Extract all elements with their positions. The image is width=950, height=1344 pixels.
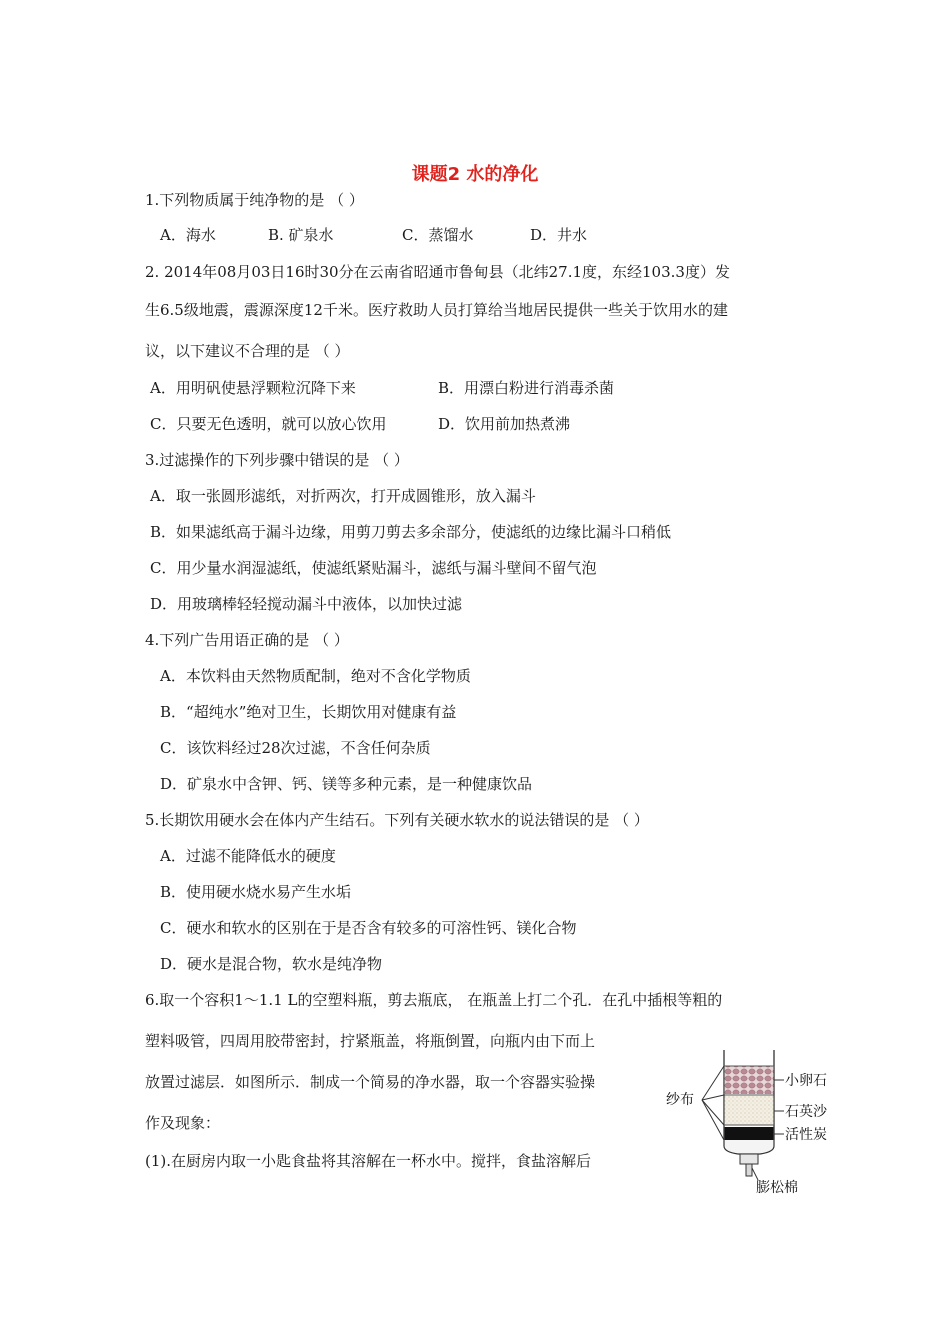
water-purifier-figure (660, 1040, 860, 1210)
q1-stem: 1.下列物质属于纯净物的是 （ ） (145, 191, 364, 209)
q2-option-b: B．用漂白粉进行消毒杀菌 (438, 379, 615, 397)
q6-line4: 作及现象： (145, 1114, 221, 1132)
q6-line5: (1).在厨房内取一小匙食盐将其溶解在一杯水中。搅拌，食盐溶解后 (145, 1152, 592, 1170)
q4-option-b: B．“超纯水”绝对卫生，长期饮用对健康有益 (160, 703, 457, 721)
q3-option-a: A．取一张圆形滤纸，对折两次，打开成圆锥形，放入漏斗 (150, 487, 536, 505)
label-cotton: 膨松棉 (756, 1180, 798, 1196)
q1-option-a: A．海水 (160, 226, 216, 244)
bottle-neck (724, 1140, 774, 1154)
q2-option-d: D．饮用前加热煮沸 (438, 415, 571, 433)
q5-option-a: A．过滤不能降低水的硬度 (160, 847, 336, 865)
q2-option-a: A．用明矾使悬浮颗粒沉降下来 (150, 379, 356, 397)
q2-line1: 2. 2014年08月03日16时30分在云南省昭通市鲁甸县（北纬27.1度，东经103.3度）发 (145, 263, 730, 281)
q1-option-c: C．蒸馏水 (402, 226, 474, 244)
q5-option-c: C．硬水和软水的区别在于是否含有较多的可溶性钙、镁化合物 (160, 919, 577, 937)
q3-option-d: D．用玻璃棒轻轻搅动漏斗中液体，以加快过滤 (150, 595, 463, 613)
q3-option-b: B．如果滤纸高于漏斗边缘，用剪刀剪去多余部分，使滤纸的边缘比漏斗口稍低 (150, 523, 672, 541)
bottle-cap (740, 1154, 758, 1164)
q1-option-d: D．井水 (530, 226, 588, 244)
label-quartz-sand: 石英沙 (785, 1104, 827, 1120)
q6-line3: 放置过滤层．如图所示．制成一个简易的净水器，取一个容器实验操 (145, 1073, 596, 1091)
q5-option-d: D．硬水是混合物，软水是纯净物 (160, 955, 383, 973)
q1-options (160, 225, 587, 245)
q6-line1: 6.取一个容积1～1.1 L的空塑料瓶，剪去瓶底， 在瓶盖上打二个孔．在孔中插根等粗的 (145, 991, 723, 1009)
page-title: 课题2 水的净化 (411, 164, 539, 185)
q2-line2: 生6.5级地震，震源深度12千米。医疗救助人员打算给当地居民提供一些关于饮用水的建 (145, 301, 728, 319)
label-pebbles: 小卵石 (785, 1073, 827, 1089)
q4-option-d: D．矿泉水中含钾、钙、镁等多种元素，是一种健康饮品 (160, 775, 533, 793)
q5-option-b: B．使用硬水烧水易产生水垢 (160, 883, 352, 901)
q2-option-c: C．只要无色透明，就可以放心饮用 (150, 415, 387, 433)
q2-line3: 议，以下建议不合理的是 （ ） (145, 342, 350, 360)
quartz-sand-layer (725, 1096, 774, 1125)
q3-stem: 3.过滤操作的下列步骤中错误的是 （ ） (145, 451, 409, 469)
label-activated-carbon: 活性炭 (785, 1127, 827, 1143)
q4-option-a: A．本饮料由天然物质配制，绝对不含化学物质 (160, 667, 471, 685)
outlet-tube (746, 1164, 752, 1176)
q1-option-b: B. 矿泉水 (268, 226, 334, 244)
label-gauze: 纱布 (666, 1092, 694, 1108)
activated-carbon-layer (725, 1127, 774, 1140)
q5-stem: 5.长期饮用硬水会在体内产生结石。下列有关硬水软水的说法错误的是 （ ） (145, 811, 649, 829)
q6-line2: 塑料吸管，四周用胶带密封，拧紧瓶盖，将瓶倒置，向瓶内由下而上 (145, 1032, 596, 1050)
pebble-layer (725, 1066, 774, 1094)
q4-option-c: C．该饮料经过28次过滤，不含任何杂质 (160, 739, 431, 757)
q3-option-c: C．用少量水润湿滤纸，使滤纸紧贴漏斗，滤纸与漏斗壁间不留气泡 (150, 559, 597, 577)
q4-stem: 4.下列广告用语正确的是 （ ） (145, 631, 349, 649)
